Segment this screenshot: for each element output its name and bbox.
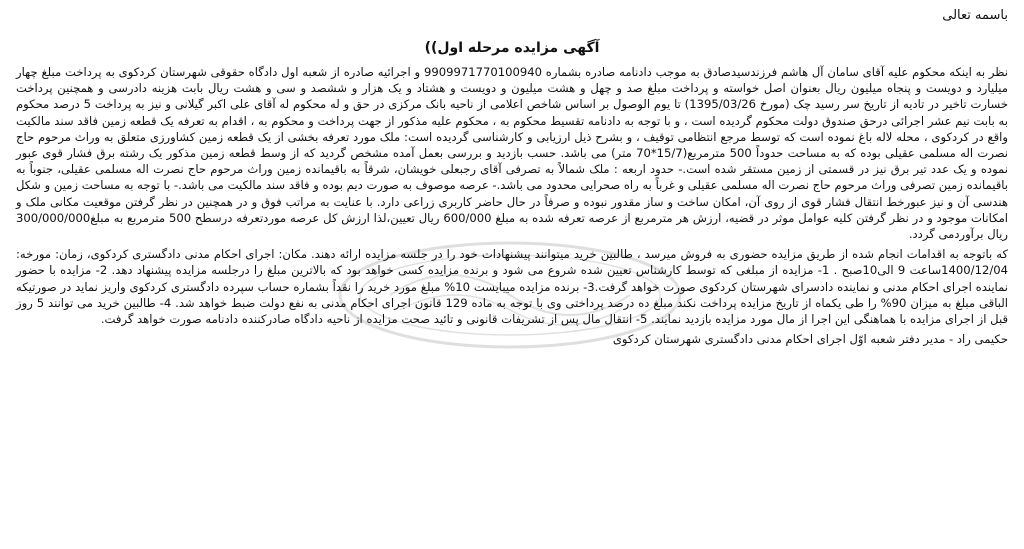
notice-paragraph-2: که باتوجه به اقدامات انجام شده از طریق مزایده حضوری به فروش میرسد ، طالبین خرید میتوانند پیشنهادات خود را در جلسه مزایده ارائه دهند. مکان: اجرای احکام مدنی دادگستری کردکوی، زمان: مورخه: 1400/12/04ساعت 9 الی10صبح . 1- مزایده از مبلغی که توسط کارشناس تعیین شده شروع می شود و برنده مزایده کسی خواهد بود که بالاترین مبلغ را درجلسه مزایده پیشنهاد دهد. 2- مزایده با حضور نماینده اجرای احکام مدنی و نماینده دادسرای شهرستان کردکوی صورت خواهد گرفت.3- برنده مزایده میبایست 10% مبلغ مورد خرید را نقداً بشماره حساب سپرده دادگستری کردکوی واریز نماید در صورتیکه الباقی مبلغ به میزان 90% را طی یکماه از تاریخ مزایده پرداخت نکند مبلغ ده درصد پرداختی وی با توجه به ماده 129 قانون اجرای احکام مدنی به نفع دولت ضبط خواهد شد. 4- طالبین خرید می توانند 5 روز قبل از اجرای مزایده با هماهنگی این اجرا از مال مورد مزایده بازدید نمایند. 5- انتقال مال پس از تشریفات قانونی و تائید صحت مزایده از ناحیه دادگاه صادرکننده دادنامه صورت خواهد گرفت.: [16, 247, 1009, 327]
signature-line: حکیمی راد - مدیر دفتر شعبه اوّل اجرای احکام مدنی دادگستری شهرستان کردکوی: [612, 332, 1008, 347]
notice-paragraph-1: نظر به اینکه محکوم علیه آقای سامان آل هاشم فرزندسیدصادق به موجب دادنامه صادره بشماره 9909971770100940 و اجرائیه صادره از شعبه اول دادگاه حقوقی شهرستان کردکوی به پرداخت مبلغ چهار میلیارد و دویست و پنجاه میلیون ریال بعنوان اصل خواسته و پرداخت مبلغ صد و چهل و هشت میلیون و دویست و هشتاد و یک هزار و ششصد و سی و هشت ریال بابت هزینه دادرسی و همچنین پرداخت خسارت تاخیر در تادیه از تاریخ سر رسید چک (مورخ 1395/03/26) تا یوم الوصول بر اساس شاخص اعلامی از ناحیه بانک مرکزی در حق و له محکوم له آقای علی اکبر گیلانی و نیز به پرداخت 5 درصد محکوم به بابت نیم عشر اجرائی درحق صندوق دولت محکوم گردیده است ، و با توجه به دادنامه تقسیط محکوم به ، محکوم علیه مذکور از جهت پرداخت و محکوم به ، اقدام به تعرفه یک قطعه زمین فاقد سند مالکیت واقع در کردکوی ، محله لاله باغ نموده است که توسط مرجع انتظامی توقیف ، و بشرح ذیل ارزیابی و کارشناسی گردیده است: ملک مورد تعرفه بخشی از یک قطعه زمین کشاورزی متعلق به وراث مرحوم حاج نصرت اله مسلمی عقیلی بوده که به مساحت حدوداً 500 مترمربع(15/7*70 متر) می باشد. حسب بازدید و بررسی بعمل آمده مشخص گردید که از وسط قطعه زمین مذکور یک رشته برق فشار قوی عبور نموده و یک عدد تیر برق نیز در قسمتی از زمین مستقر شده است.- حدود اربعه : ملک شمالاً به تصرفی آقای رجبعلی خویشان، شرقاً به باقیمانده زمین وراث مرحوم حاج نصرت اله مسلمی عقیلی، جنوباً به باقیمانده زمین تصرفی وراث مرحوم حاج نصرت اله مسلمی عقیلی و غرباً به راه صحرایی محدود می باشد.- عرصه موصوف به صورت دیم بوده و فاقد سند مالکیت می باشد.- با توجه به مساحت زمین و شکل هندسی آن و نیز عبورخط انتقال فشار قوی از روی آن، امکان ساخت و ساز مقدور نبوده و صرفاً در حال حاضر کاربری زراعی دارد. با عنایت به مراتب فوق و در همچنین در نظر گرفتن موقعیت مکانی ملک و امکانات موجود و در نظر گرفتن کلیه عوامل موثر در قضیه، ارزش هر مترمربع از عرصه تعرفه شده به مبلغ 600/000 ریال تعیین،لذا ارزش کل عرصه موردتعرفه درسطح 500 مترمربع به مبلغ300/000/000 ریال برآوردمی گردد.: [16, 65, 1009, 242]
header-text: باسمه تعالی: [942, 8, 1008, 23]
notice-title: آگهی مزایده مرحله اول)): [424, 40, 600, 56]
